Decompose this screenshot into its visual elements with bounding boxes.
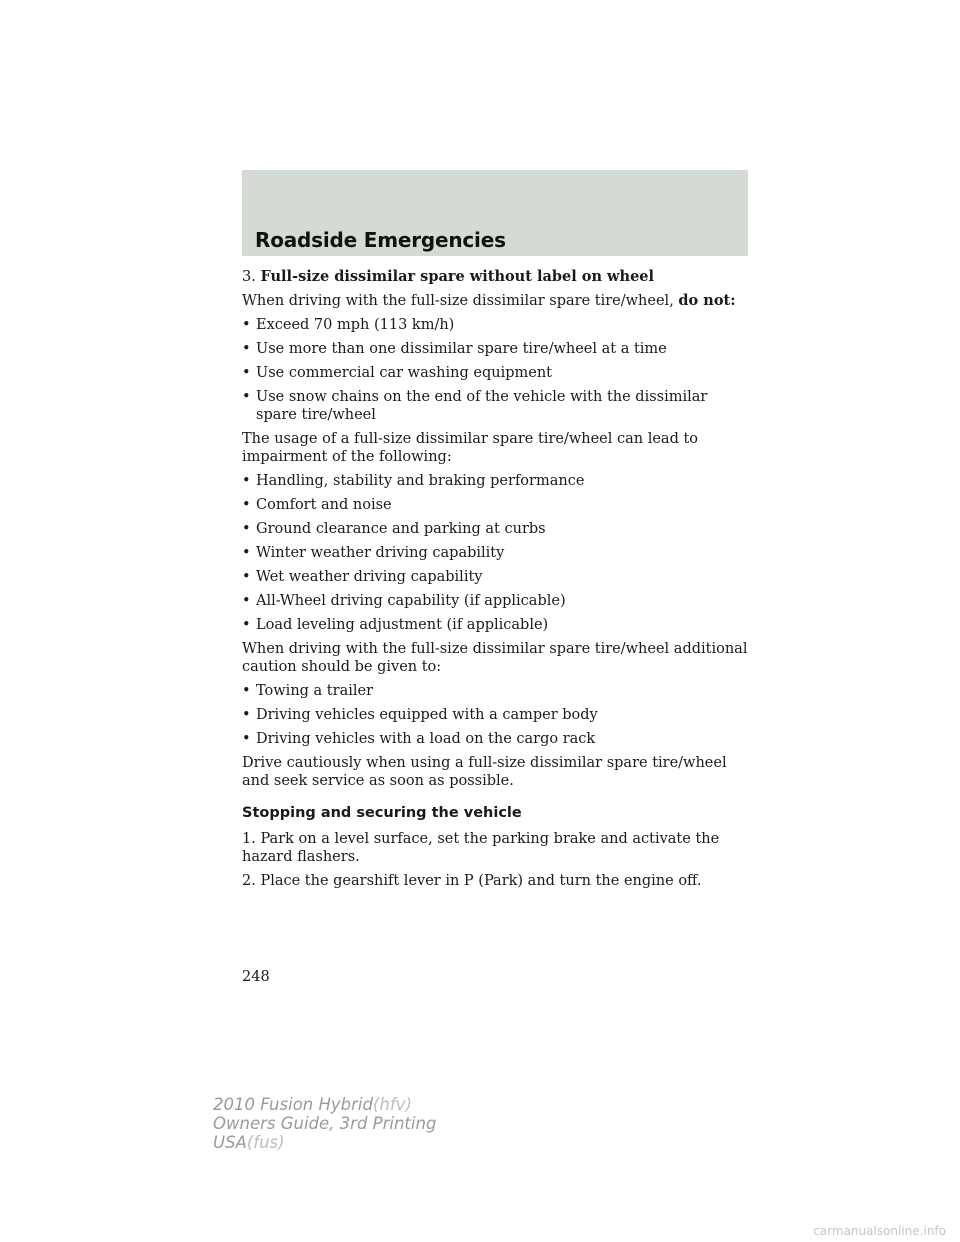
list-item: • Comfort and noise: [242, 497, 392, 513]
list-item: • Driving vehicles equipped with a camper body: [242, 707, 598, 723]
footer-line-1: 2010 Fusion Hybrid(hfv): [213, 1095, 412, 1114]
list-item: • Towing a trailer: [242, 683, 373, 699]
item-3-heading: [242, 268, 748, 286]
step-1: 1. Park on a level surface, set the parking brake and activate the hazard flashers.: [242, 831, 720, 865]
list-item: • Ground clearance and parking at curbs: [242, 521, 546, 537]
list-item: • Use more than one dissimilar spare tire/wheel at a time: [242, 341, 667, 357]
list-item: • Wet weather driving capability: [242, 569, 483, 585]
page-number: 248: [242, 969, 270, 985]
list-item: • Use snow chains on the end of the vehicle with the dissimilar spare tire/wheel: [242, 389, 708, 423]
list-item: • Use commercial car washing equipment: [242, 365, 552, 381]
list-item: • Handling, stability and braking performance: [242, 473, 585, 489]
item-3-number: 3.: [242, 269, 256, 285]
donot-intro: [242, 292, 748, 310]
drive-cautiously-paragraph: Drive cautiously when using a full-size dissimilar spare tire/wheel and seek service as soon as possible.: [242, 755, 727, 789]
footer: [213, 1095, 436, 1152]
list-item: • All-Wheel driving capability (if applicable): [242, 593, 566, 609]
donot-emphasis: do not:: [678, 292, 736, 309]
donot-intro-text: When driving with the full-size dissimilar spare tire/wheel,: [242, 293, 674, 309]
footer-line-3: USA(fus): [213, 1133, 285, 1152]
usage-paragraph: The usage of a full-size dissimilar spare tire/wheel can lead to impairment of the following:: [242, 431, 699, 465]
footer-line-2: Owners Guide, 3rd Printing: [213, 1114, 437, 1133]
step-2: 2. Place the gearshift lever in P (Park) and turn the engine off.: [242, 873, 702, 889]
list-item: • Load leveling adjustment (if applicable): [242, 617, 549, 633]
list-item: • Driving vehicles with a load on the cargo rack: [242, 731, 596, 747]
caution-paragraph: When driving with the full-size dissimilar spare tire/wheel additional caution should be given to:: [242, 641, 748, 675]
section-title: Roadside Emergencies: [255, 228, 506, 252]
list-item: • Exceed 70 mph (113 km/h): [242, 317, 455, 333]
subheading: Stopping and securing the vehicle: [242, 805, 522, 821]
list-item: • Winter weather driving capability: [242, 545, 505, 561]
page-content: [242, 268, 748, 896]
watermark: carmanualsonline.info: [813, 1224, 946, 1238]
item-3-label: Full-size dissimilar spare without label on wheel: [260, 268, 655, 285]
